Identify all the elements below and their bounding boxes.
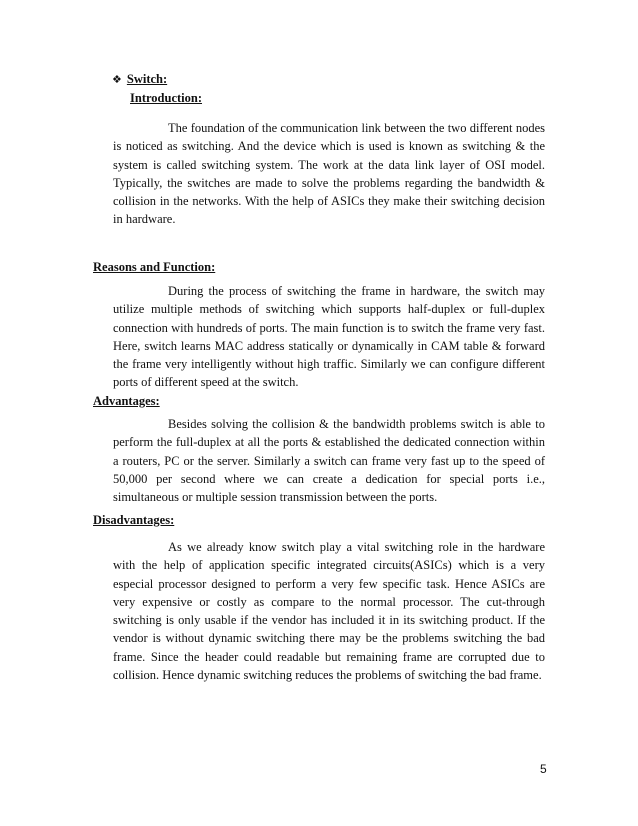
- advantages-heading: Advantages:: [93, 394, 160, 408]
- advantages-paragraph: Besides solving the collision & the bandwidth problems switch is able to perform the full-duplex at all the ports & established the dedicated connection within a routers, PC or the server. Similarly a switch can frame very fast up to the speed of 50,000 per second where we can create a dedication for special ports i.e., simultaneous or multiple session transmission between the ports.: [113, 417, 545, 505]
- introduction-paragraph: The foundation of the communication link between the two different nodes is noticed as switching. And the device which is used is known as switching & the system is called switching system. The work at the data link layer of OSI model. Typically, the switches are made to solve the problems regarding the bandwidth & collision in the networks. With the help of ASICs they make their switching decision in hardware.: [113, 121, 545, 227]
- page-number: 5: [540, 762, 547, 776]
- introduction-subheading: Introduction:: [130, 91, 203, 105]
- reasons-paragraph: During the process of switching the frame in hardware, the switch may utilize multiple methods of switching which supports half-duplex or full-duplex connection with hundreds of ports. The main function is to switch the frame very fast. Here, switch learns MAC address statically or dynamically in CAM table & forward the frame very intelligently without high traffic. Similarly we can configure different ports of different speed at the switch.: [113, 284, 545, 390]
- reasons-heading: Reasons and Function:: [93, 260, 216, 274]
- diamond-bullet-icon: ❖: [112, 73, 122, 86]
- switch-heading: [112, 72, 167, 87]
- disadvantages-heading: Disadvantages:: [93, 513, 175, 527]
- disadvantages-paragraph: As we already know switch play a vital switching role in the hardware with the help of application specific integrated circuits(ASICs) which is a very especial processor designed to perform a very few specific task. Hence ASICs are very expensive or costly as compare to the normal processor. The cut-through switching is only usable if the vendor has included it in its switching product. If the vendor is without dynamic switching there may be the problems switching the bad frame. Since the header could readable but remaining frame are corrupted due to collision. Hence dynamic switching reduces the problems of switching the bad frame.: [113, 540, 545, 683]
- switch-heading-label: Switch:: [126, 72, 168, 86]
